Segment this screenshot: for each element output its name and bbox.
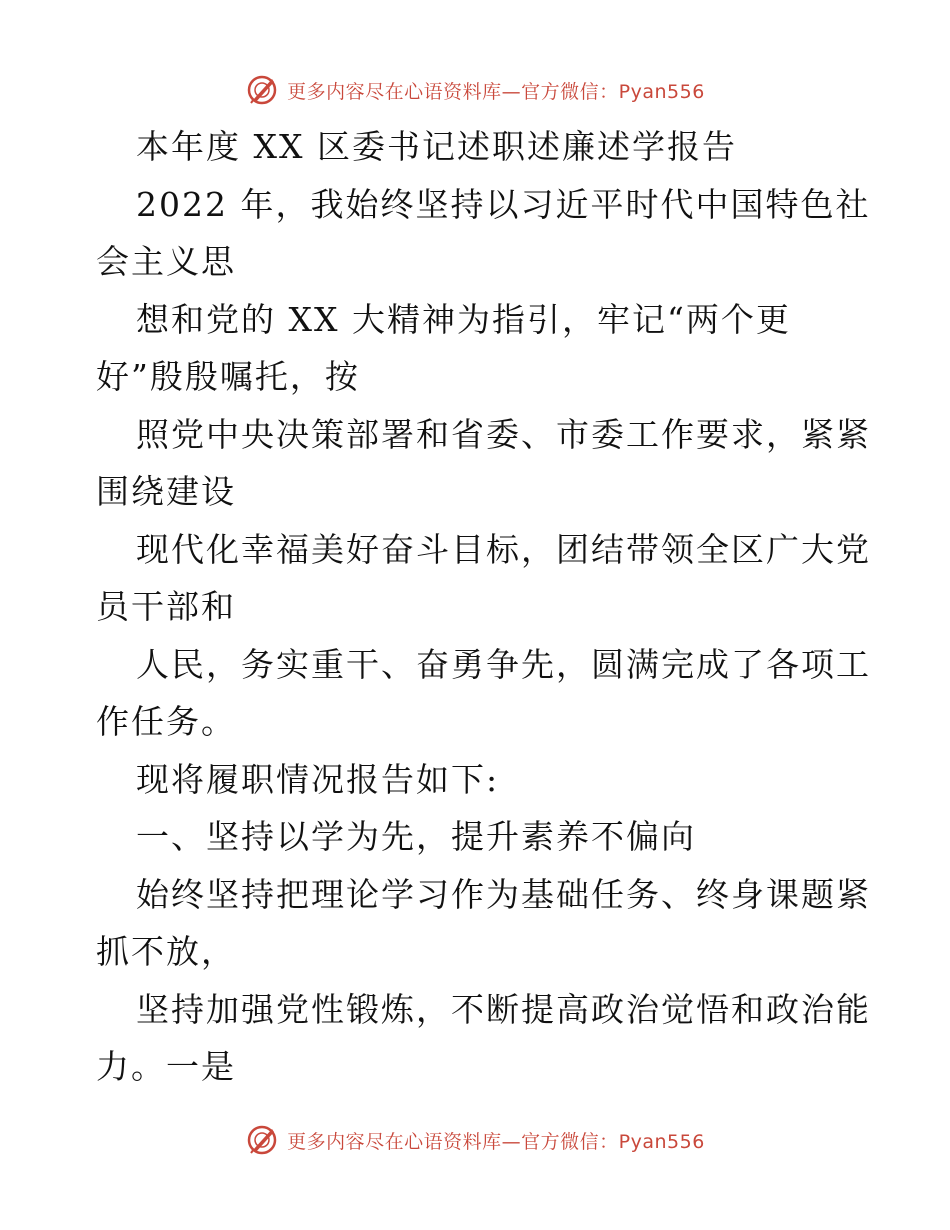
text-line: 现将履职情况报告如下:	[136, 759, 500, 799]
text-line: 人民，务实重干、奋勇争先，圆满完成了各项工	[136, 644, 871, 684]
footer-watermark	[0, 1120, 950, 1160]
text-line: 力。一是	[96, 1047, 236, 1086]
quill-seal-icon	[245, 1123, 279, 1157]
text-line: 一、坚持以学为先，提升素养不偏向	[136, 817, 696, 856]
text-line: 想和党的 XX 大精神为指引，牢记“两个更	[136, 299, 791, 339]
text-line: 照党中央决策部署和省委、市委工作要求，紧紧	[136, 414, 871, 454]
watermark-text: 更多内容尽在心语资料库—官方微信：Pyan556	[287, 80, 705, 103]
text-line: 好”殷殷嘱托，按	[96, 357, 360, 396]
text-line: 现代化幸福美好奋斗目标，团结带领全区广大党	[136, 529, 871, 569]
header-watermark	[0, 70, 950, 110]
text-line: 作任务。	[96, 702, 236, 741]
text-line: 坚持加强党性锻炼，不断提高政治觉悟和政治能	[136, 989, 871, 1029]
text-line: 抓不放，	[96, 932, 236, 971]
document-body	[96, 118, 871, 1096]
quill-seal-icon	[245, 73, 279, 107]
text-line: 会主义思	[96, 242, 236, 281]
text-line: 围绕建设	[96, 472, 236, 511]
text-line: 始终坚持把理论学习作为基础任务、终身课题紧	[136, 874, 871, 914]
text-line: 2022 年，我始终坚持以习近平时代中国特色社	[136, 184, 871, 224]
text-line: 员干部和	[96, 587, 236, 626]
watermark-text: 更多内容尽在心语资料库—官方微信：Pyan556	[287, 1130, 705, 1153]
text-line: 本年度 XX 区委书记述职述廉述学报告	[136, 127, 737, 166]
